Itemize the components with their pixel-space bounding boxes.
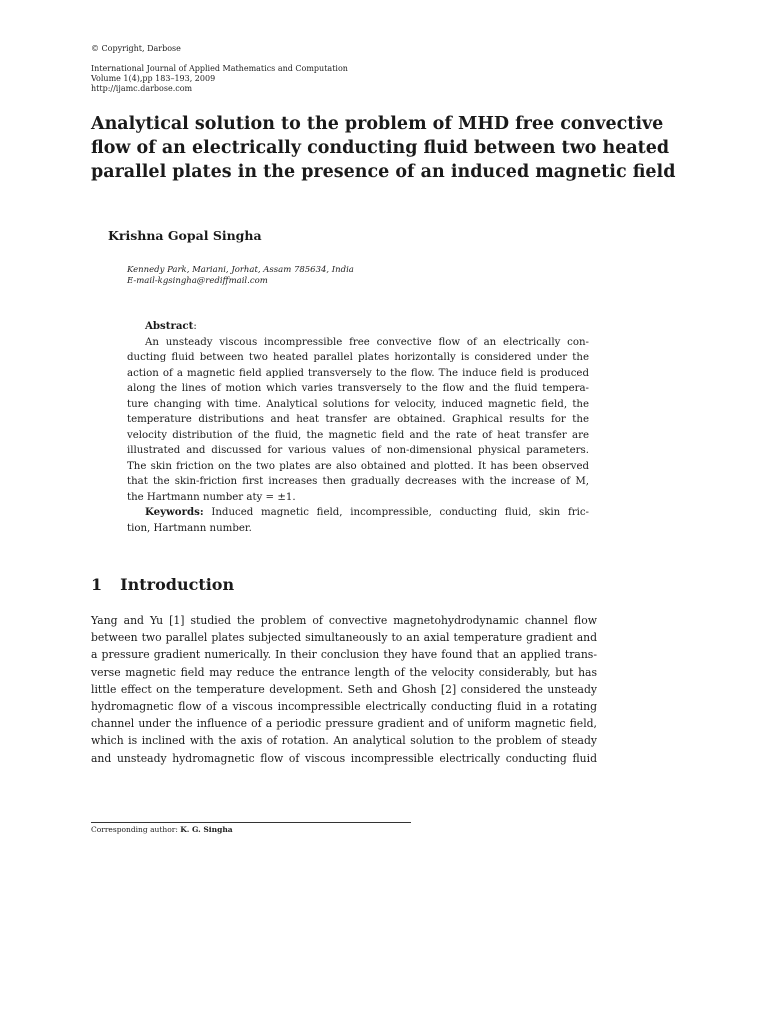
abstract-line: An unsteady viscous incompressible free convective flow of an electrically con- bbox=[145, 336, 589, 348]
abstract-line: ture changing with time. Analytical solutions for velocity, induced magnetic field, the bbox=[127, 398, 589, 410]
abstract bbox=[127, 319, 589, 536]
abstract-line: along the lines of motion which varies transversely to the flow and the fluid tempera- bbox=[127, 383, 589, 394]
abstract-line: that the skin-friction first increases then gradually decreases with the increase of M, bbox=[127, 476, 589, 487]
keywords-text: Induced magnetic field, incompressible, conducting fluid, skin fric- bbox=[211, 507, 589, 518]
journal-url[interactable]: http://ijamc.darbose.com bbox=[91, 84, 193, 93]
footnote bbox=[91, 825, 233, 834]
abstract-heading-line bbox=[127, 319, 589, 335]
copyright-text: © Copyright, Darbose bbox=[91, 44, 181, 53]
title-line: Analytical solution to the problem of MHD free convective bbox=[91, 114, 664, 134]
affiliation-address: Kennedy Park, Mariani, Jorhat, Assam 785634, India bbox=[127, 265, 354, 275]
section-number: 1 bbox=[91, 575, 103, 594]
abstract-line: velocity distribution of the fluid, the magnetic field and the rate of heat transfer are bbox=[127, 429, 589, 441]
body-line: little effect on the temperature development. Seth and Ghosh [2] considered the unsteady bbox=[91, 682, 597, 696]
body-line: between two parallel plates subjected simultaneously to an axial temperature gradient and bbox=[91, 631, 597, 645]
section-title: Introduction bbox=[120, 575, 235, 594]
abstract-line: ducting fluid between two heated parallel plates horizontally is considered under the bbox=[127, 352, 589, 363]
author-email[interactable]: E-mail-kgsingha@rediffmail.com bbox=[127, 276, 268, 286]
abstract-line: temperature distributions and heat transfer are obtained. Graphical results for the bbox=[127, 414, 589, 425]
body-line: and unsteady hydromagnetic flow of viscous incompressible electrically conducting fluid bbox=[91, 751, 597, 765]
body-line: verse magnetic field may reduce the entrance length of the velocity considerably, but has bbox=[91, 665, 597, 679]
title-line: parallel plates in the presence of an induced magnetic field bbox=[91, 162, 676, 182]
keywords-line-2: tion, Hartmann number. bbox=[127, 522, 252, 534]
abstract-heading: Abstract bbox=[145, 320, 194, 332]
footnote-divider bbox=[91, 822, 411, 823]
introduction-body bbox=[91, 612, 597, 767]
title-line: flow of an electrically conducting fluid between two heated bbox=[91, 138, 670, 158]
journal-info bbox=[91, 64, 348, 94]
abstract-line: action of a magnetic field applied transversely to the flow. The induce field is produced bbox=[127, 367, 589, 379]
body-line: which is inclined with the axis of rotation. An analytical solution to the problem of steady bbox=[91, 734, 597, 748]
journal-name: International Journal of Applied Mathematics and Computation bbox=[91, 64, 348, 73]
body-line: hydromagnetic flow of a viscous incompressible electrically conducting fluid in a rotating bbox=[91, 700, 597, 714]
body-line: a pressure gradient numerically. In their conclusion they have found that an applied trans- bbox=[91, 648, 597, 662]
copyright-notice bbox=[91, 44, 181, 54]
abstract-line: The skin friction on the two plates are also obtained and plotted. It has been observed bbox=[127, 460, 589, 472]
author-affiliation bbox=[127, 265, 354, 287]
keywords-line bbox=[127, 505, 589, 521]
keywords-label: Keywords: bbox=[145, 506, 204, 518]
footnote-author: K. G. Singha bbox=[180, 825, 233, 834]
body-line: Yang and Yu [1] studied the problem of convective magnetohydrodynamic channel flow bbox=[91, 614, 597, 627]
body-line: channel under the influence of a periodic pressure gradient and of uniform magnetic field, bbox=[91, 717, 597, 731]
author-name: Krishna Gopal Singha bbox=[108, 228, 262, 243]
journal-volume: Volume 1(4),pp 183–193, 2009 bbox=[91, 74, 216, 83]
paper-title bbox=[91, 112, 691, 184]
abstract-line: the Hartmann number aty = ±1. bbox=[127, 491, 296, 503]
abstract-heading-colon: : bbox=[193, 321, 197, 332]
abstract-line: illustrated and discussed for various values of non-dimensional physical parameters. bbox=[127, 445, 589, 456]
footnote-label: Corresponding author: bbox=[91, 825, 178, 834]
section-heading-introduction bbox=[91, 575, 234, 594]
